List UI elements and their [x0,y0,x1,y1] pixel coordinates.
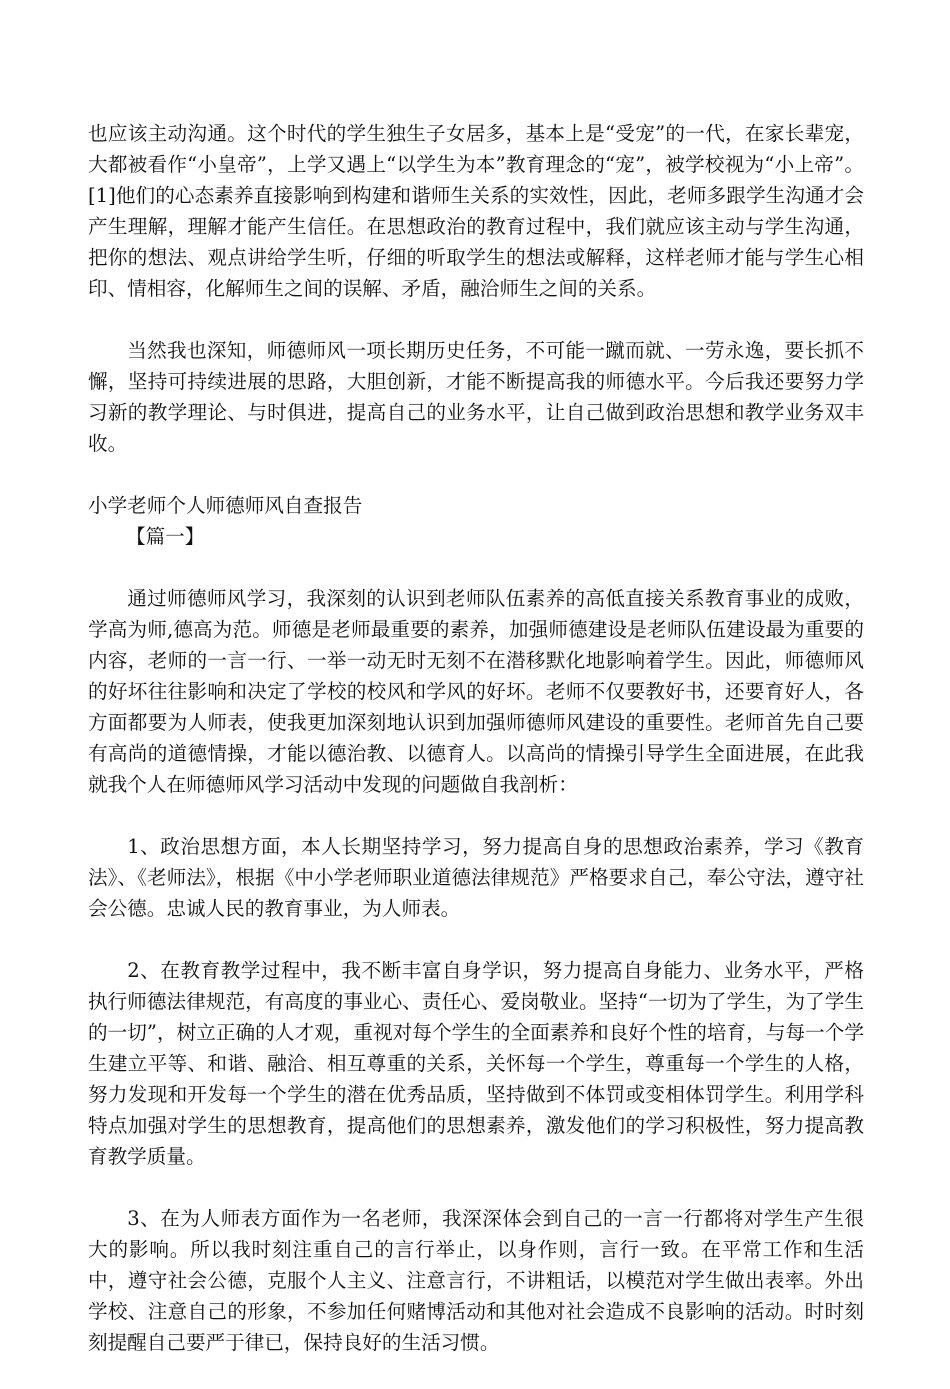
paragraph-conclusion: 当然我也深知，师德师风一项长期历史任务，不可能一蹴而就、一劳永逸，要长抓不懈，坚持可持续进展的思路，大胆创新，才能不断提高我的师德水平。今后我还要努力学习新的教学理论、与时俱进，提高自己的业务水平，让自己做到政治思想和教学业务双丰收。 [88,339,864,455]
paragraph-item-1: 1、政治思想方面，本人长期坚持学习，努力提高自身的思想政治素养，学习《教育法》、《老师法》，根据《中小学老师职业道德法律规范》严格要求自己，奉公守法，遵守社会公德。忠诚人民的教育事业，为人师表。 [88,835,864,920]
paragraph-item-2: 2、在教育教学过程中，我不断丰富自身学识，努力提高自身能力、业务水平，严格执行师德法律规范，有高度的事业心、责任心、爱岗敬业。坚持“一切为了学生，为了学生的一切”，树立正确的人才观，重视对每个学生的全面素养和良好个性的培育，与每一个学生建立平等、和谐、融洽、相互尊重的关系，关怀每一个学生，尊重每一个学生的人格，努力发现和开发每一个学生的潜在优秀品质，坚持做到不体罚或变相体罚学生。利用学科特点加强对学生的思想教育，提高他们的思想素养，激发他们的学习积极性，努力提高教育教学质量。 [88,959,864,1168]
document-page [88,118,864,1389]
section-title: 小学老师个人师德师风自查报告 [88,494,363,517]
paragraph-communication: 也应该主动沟通。这个时代的学生独生子女居多，基本上是“受宠”的一代，在家长辈宠，大都被看作“小皇帝”，上学又遇上“以学生为本”教育理念的“宠”，被学校视为“小上帝”。[1]他们的心态素养直接影响到构建和谐师生关系的实效性，因此，老师多跟学生沟通才会产生理解，理解才能产生信任。在思想政治的教育过程中，我们就应该主动与学生沟通，把你的想法、观点讲给学生听，仔细的听取学生的想法或解释，这样老师才能与学生心相印、情相容，化解师生之间的误解、矛盾，融洽师生之间的关系。 [88,122,864,300]
section-subtitle: 【篇一】 [126,525,205,548]
paragraph-item-3: 3、在为人师表方面作为一名老师，我深深体会到自己的一言一行都将对学生产生很大的影响。所以我时刻注重自己的言行举止，以身作则，言行一致。在平常工作和生活中，遵守社会公德，克服个人主义、注意言行，不讲粗话，以模范对学生做出表率。外出学校、注意自己的形象，不参加任何赌博活动和其他对社会造成不良影响的活动。时时刻刻提醒自己要严于律已，保持良好的生活习惯。 [88,1207,864,1354]
paragraph-intro: 通过师德师风学习，我深刻的认识到老师队伍素养的高低直接关系教育事业的成败，学高为师,德高为范。师德是老师最重要的素养，加强师德建设是老师队伍建设最为重要的内容，老师的一言一行、一举一动无时无刻不在潜移默化地影响着学生。因此，师德师风的好坏往往影响和决定了学校的校风和学风的好坏。老师不仅要教好书，还要育好人，各方面都要为人师表，使我更加深刻地认识到加强师德师风建设的重要性。老师首先自己要有高尚的道德情操，才能以德治教、以德育人。以高尚的情操引导学生全面进展，在此我就我个人在师德师风学习活动中发现的问题做自我剖析： [88,587,864,796]
